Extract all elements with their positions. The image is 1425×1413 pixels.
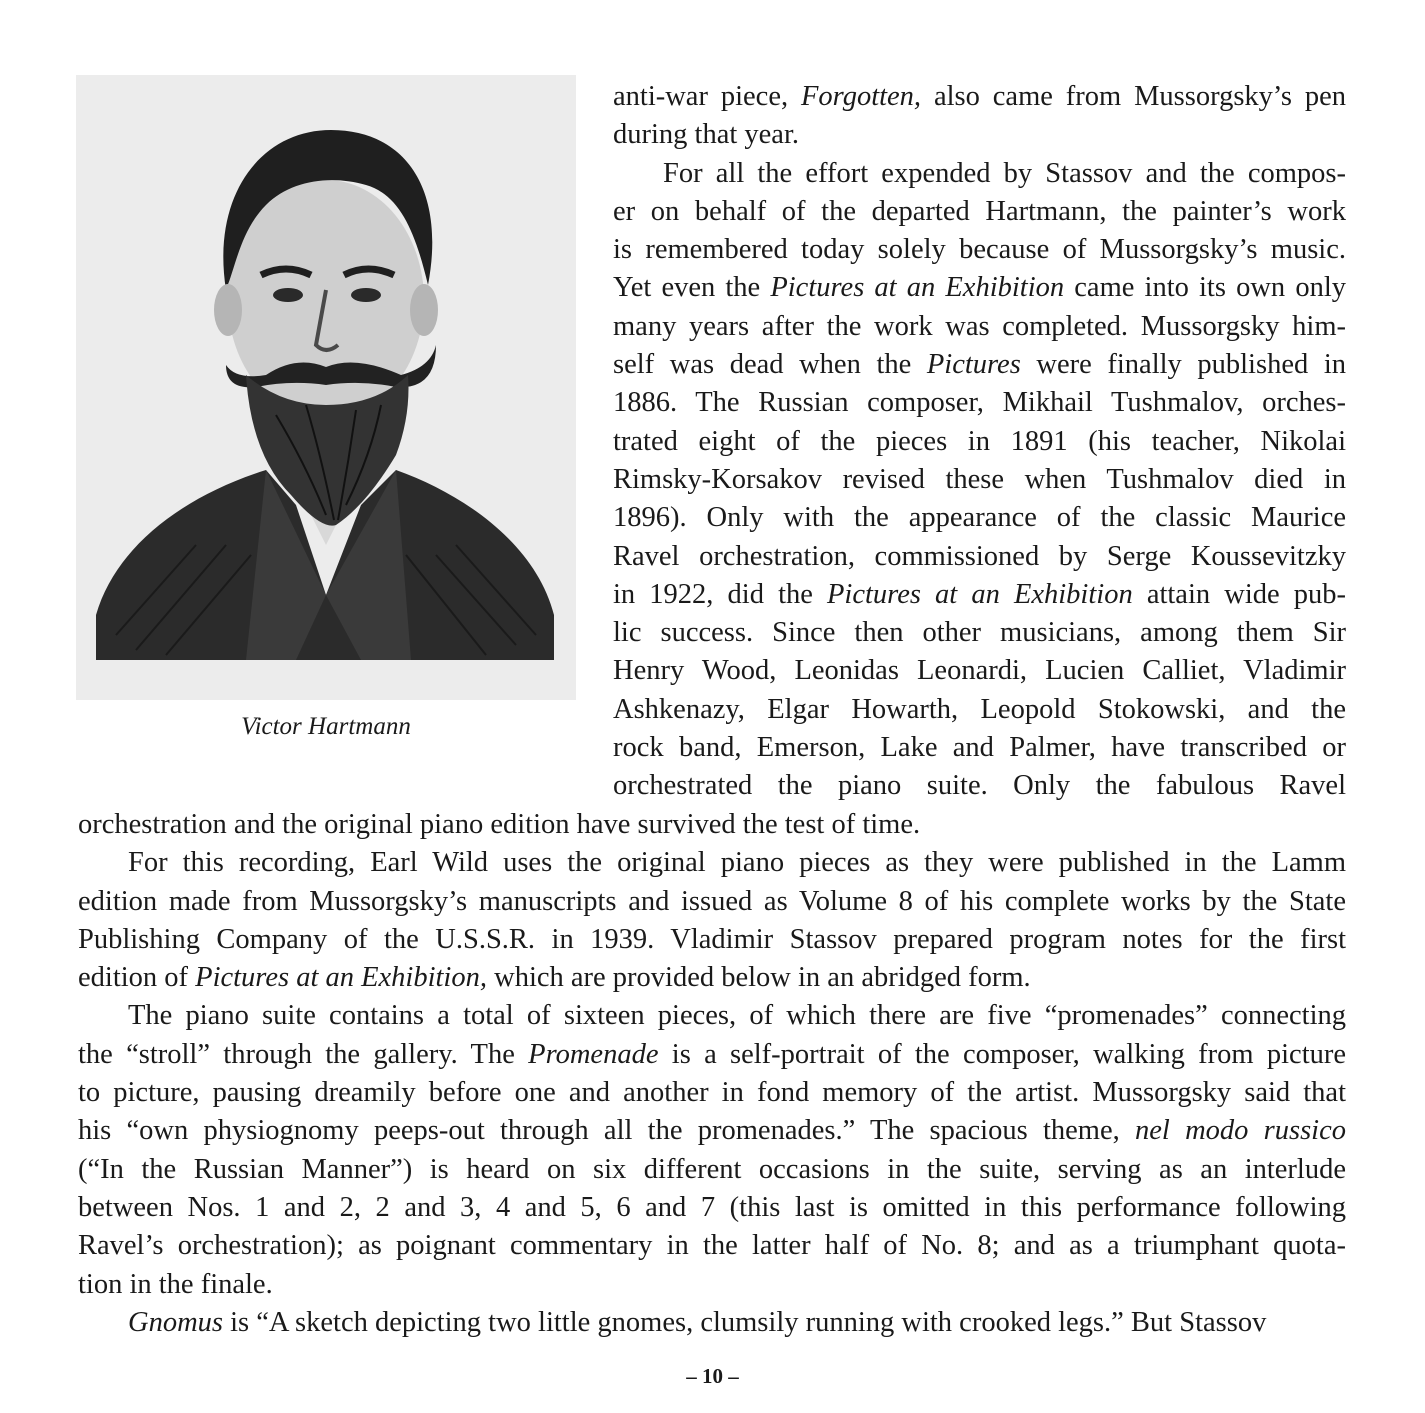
italic-title-text: Pictures at an Exhibition, xyxy=(195,962,487,994)
page-number: – 10 – xyxy=(686,1364,739,1388)
body-text: edition of xyxy=(78,962,196,994)
text-line xyxy=(613,691,1346,729)
text-line xyxy=(78,1151,1346,1189)
body-text: 1896). Only with the appearance of the classic Maurice xyxy=(613,502,1346,534)
body-text: 1886. The Russian composer, Mikhail Tushmalov, orches- xyxy=(613,387,1346,419)
body-text: Henry Wood, Leonidas Leonardi, Lucien Calliet, Vladimir xyxy=(613,655,1346,687)
text-line xyxy=(613,614,1346,652)
body-text: For this recording, Earl Wild uses the original piano pieces as they were published in the Lamm xyxy=(128,847,1346,879)
text-line xyxy=(613,538,1346,576)
portrait-engraving xyxy=(76,75,576,700)
italic-title-text: Promenade xyxy=(528,1038,659,1070)
text-line xyxy=(78,921,1346,959)
text-line xyxy=(78,883,1346,921)
body-text: during that year. xyxy=(613,119,799,151)
italic-title-text: Gnomus xyxy=(128,1306,224,1338)
text-line xyxy=(613,384,1346,422)
body-text: attain wide pub- xyxy=(1132,578,1347,610)
body-text: in 1922, did the xyxy=(613,578,828,610)
text-line xyxy=(78,1112,1346,1150)
body-text: which are provided below in an abridged form. xyxy=(486,962,1031,994)
text-line xyxy=(613,767,1346,805)
text-full-width xyxy=(78,806,1346,1342)
text-line xyxy=(78,806,1346,844)
text-line xyxy=(613,116,1346,154)
body-text: also came from Mussorgsky’s pen xyxy=(921,81,1346,112)
body-text: is “A sketch depicting two little gnomes, clumsily running with crooked legs.” But Stassov xyxy=(223,1306,1267,1338)
text-line xyxy=(78,1074,1346,1112)
body-text: tion in the finale. xyxy=(78,1268,273,1300)
body-text: edition made from Mussorgsky’s manuscripts and issued as Volume 8 of his complete works by the State xyxy=(78,885,1346,917)
italic-title-text: nel modo russico xyxy=(1134,1115,1346,1147)
body-text: Yet even the xyxy=(613,272,771,304)
text-line xyxy=(613,576,1346,614)
body-text: For all the effort expended by Stassov and the compos- xyxy=(663,157,1346,189)
body-text: anti-war piece, xyxy=(613,81,801,112)
body-text: Ravel orchestration, commissioned by Serge Koussevitzky xyxy=(613,540,1346,572)
text-line xyxy=(613,193,1346,231)
body-text: to picture, pausing dreamily before one and another in fond memory of the artist. Mussorgsky said that xyxy=(78,1077,1346,1109)
text-line xyxy=(78,1227,1346,1265)
text-column-beside-image xyxy=(613,78,1346,806)
body-text: Rimsky-Korsakov revised these when Tushmalov died in xyxy=(613,463,1346,495)
text-line xyxy=(613,423,1346,461)
body-text: were finally published in xyxy=(1020,349,1346,381)
text-line xyxy=(613,155,1346,193)
text-line xyxy=(613,78,1346,116)
portrait-image xyxy=(76,75,576,700)
body-text: is a self-portrait of the composer, walking from picture xyxy=(658,1038,1347,1070)
body-text: lic success. Since then other musicians, among them Sir xyxy=(613,617,1346,649)
body-text: orchestrated the piano suite. Only the fabulous Ravel xyxy=(613,770,1346,802)
body-text: Ravel’s orchestration); as poignant commentary in the latter half of No. 8; and as a triumphant quota- xyxy=(78,1230,1346,1262)
text-line xyxy=(613,499,1346,537)
italic-title-text: Pictures xyxy=(926,349,1021,381)
body-text: came into its own only xyxy=(1064,272,1346,304)
body-text: is remembered today solely because of Mussorgsky’s music. xyxy=(613,234,1346,266)
body-text: orchestration and the original piano edition have survived the test of time. xyxy=(78,809,921,840)
text-line xyxy=(613,346,1346,384)
text-line xyxy=(613,729,1346,767)
text-line xyxy=(78,959,1346,997)
body-text: er on behalf of the departed Hartmann, the painter’s work xyxy=(613,195,1346,227)
text-line xyxy=(78,1189,1346,1227)
italic-title-text: Pictures at an Exhibition xyxy=(770,272,1065,304)
body-text: the “stroll” through the gallery. The xyxy=(78,1038,529,1070)
portrait-caption: Victor Hartmann xyxy=(241,713,411,740)
text-line xyxy=(78,1266,1346,1304)
text-line xyxy=(78,844,1346,882)
body-text: self was dead when the xyxy=(613,349,927,381)
body-text: between Nos. 1 and 2, 2 and 3, 4 and 5, 6 and 7 (this last is omitted in this performance following xyxy=(78,1191,1346,1223)
italic-title-text: Pictures at an Exhibition xyxy=(827,578,1133,610)
body-text: trated eight of the pieces in 1891 (his teacher, Nikolai xyxy=(613,425,1346,457)
body-text: many years after the work was completed. Mussorgsky him- xyxy=(613,310,1346,342)
text-line xyxy=(613,652,1346,690)
body-text: The piano suite contains a total of sixteen pieces, of which there are five “promenades” connecting xyxy=(128,1000,1346,1032)
body-text: Publishing Company of the U.S.S.R. in 1939. Vladimir Stassov prepared program notes for the first xyxy=(78,923,1346,955)
body-text: his “own physiognomy peeps-out through all the promenades.” The spacious theme, xyxy=(78,1115,1135,1147)
text-line xyxy=(613,231,1346,269)
text-line xyxy=(613,308,1346,346)
body-text: (“In the Russian Manner”) is heard on six different occasions in the suite, serving as an interlude xyxy=(78,1153,1346,1185)
italic-title-text: Forgotten, xyxy=(801,81,922,112)
text-line xyxy=(78,1036,1346,1074)
text-line xyxy=(78,997,1346,1035)
text-line xyxy=(613,461,1346,499)
text-line xyxy=(78,1304,1346,1342)
body-text: rock band, Emerson, Lake and Palmer, have transcribed or xyxy=(613,732,1346,764)
body-text: Ashkenazy, Elgar Howarth, Leopold Stokowski, and the xyxy=(613,693,1346,725)
text-line xyxy=(613,269,1346,307)
